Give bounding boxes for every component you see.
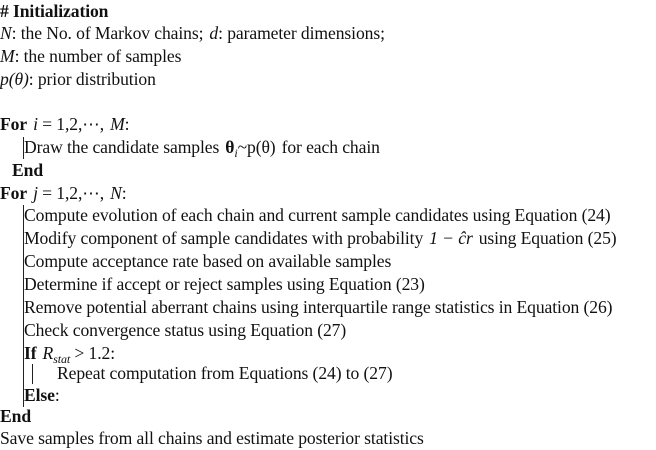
colon: : (121, 183, 127, 203)
loop-limit-N: N (110, 183, 122, 203)
symbol-prior: p(θ) (0, 69, 29, 89)
symbol-d: d (209, 23, 219, 43)
loop-var-i: i (33, 114, 38, 134)
r-stat-subscript: stat (53, 352, 71, 366)
loop-range: = 1,2,⋯, (37, 114, 105, 134)
step-text: Modify component of sample candidates with probability (24, 228, 424, 248)
loop-limit-M: M (110, 114, 125, 134)
step-suffix: for each chain (281, 137, 380, 157)
definition-line-1 (0, 22, 385, 45)
if-keyword: If (24, 343, 37, 363)
repeat-computation-step: Repeat computation from Equations (24) to (27) (57, 363, 393, 383)
if-indent-bar (32, 364, 33, 384)
for-loop-2-header (0, 182, 127, 205)
for-keyword: For (0, 114, 28, 134)
else-keyword: Else (24, 385, 55, 405)
step-remove-aberrant: Remove potential aberrant chains using interquartile range statistics in Equation (26) (24, 297, 613, 317)
colon: : (54, 385, 60, 405)
step-suffix: using Equation (25) (478, 228, 617, 248)
theta-symbol: θ (225, 137, 235, 157)
step-acceptance-rate: Compute acceptance rate based on available samples (24, 251, 392, 271)
draw-samples-step (24, 136, 380, 159)
loop-range: = 1,2,⋯, (37, 183, 105, 203)
r-stat-symbol: R (42, 343, 54, 363)
else-clause (24, 384, 60, 407)
condition-expr: > 1.2: (70, 343, 116, 363)
step-compute-evolution: Compute evolution of each chain and current sample candidates using Equation (24) (24, 205, 611, 225)
step-check-convergence: Check convergence status using Equation (27) (24, 320, 347, 340)
for-loop-1-header (0, 113, 129, 136)
definition-line-3 (0, 68, 156, 91)
definition-line-2 (0, 45, 181, 68)
final-step: Save samples from all chains and estimate posterior statistics (0, 428, 424, 448)
step-modify-component (24, 227, 617, 250)
definition-N-text: : the No. of Markov chains; (11, 23, 204, 43)
theta-subscript: i (234, 146, 238, 160)
distribution-expr: ~p(θ) (237, 137, 276, 157)
step-text: Draw the candidate samples (24, 137, 220, 157)
initialization-heading: # Initialization (0, 1, 109, 21)
definition-d-text: : parameter dimensions; (218, 23, 385, 43)
definition-M-text: : the number of samples (14, 46, 182, 66)
definition-prior-text: : prior distribution (28, 69, 156, 89)
loop-var-j: j (33, 183, 38, 203)
end-loop-1: End (12, 160, 44, 180)
colon: : (124, 114, 130, 134)
probability-expr: 1 − ĉr (429, 228, 473, 248)
for-keyword: For (0, 183, 28, 203)
end-loop-2: End (0, 406, 32, 426)
symbol-M: M (0, 46, 15, 66)
step-accept-reject: Determine if accept or reject samples using Equation (23) (24, 274, 425, 294)
symbol-N: N (0, 23, 12, 43)
